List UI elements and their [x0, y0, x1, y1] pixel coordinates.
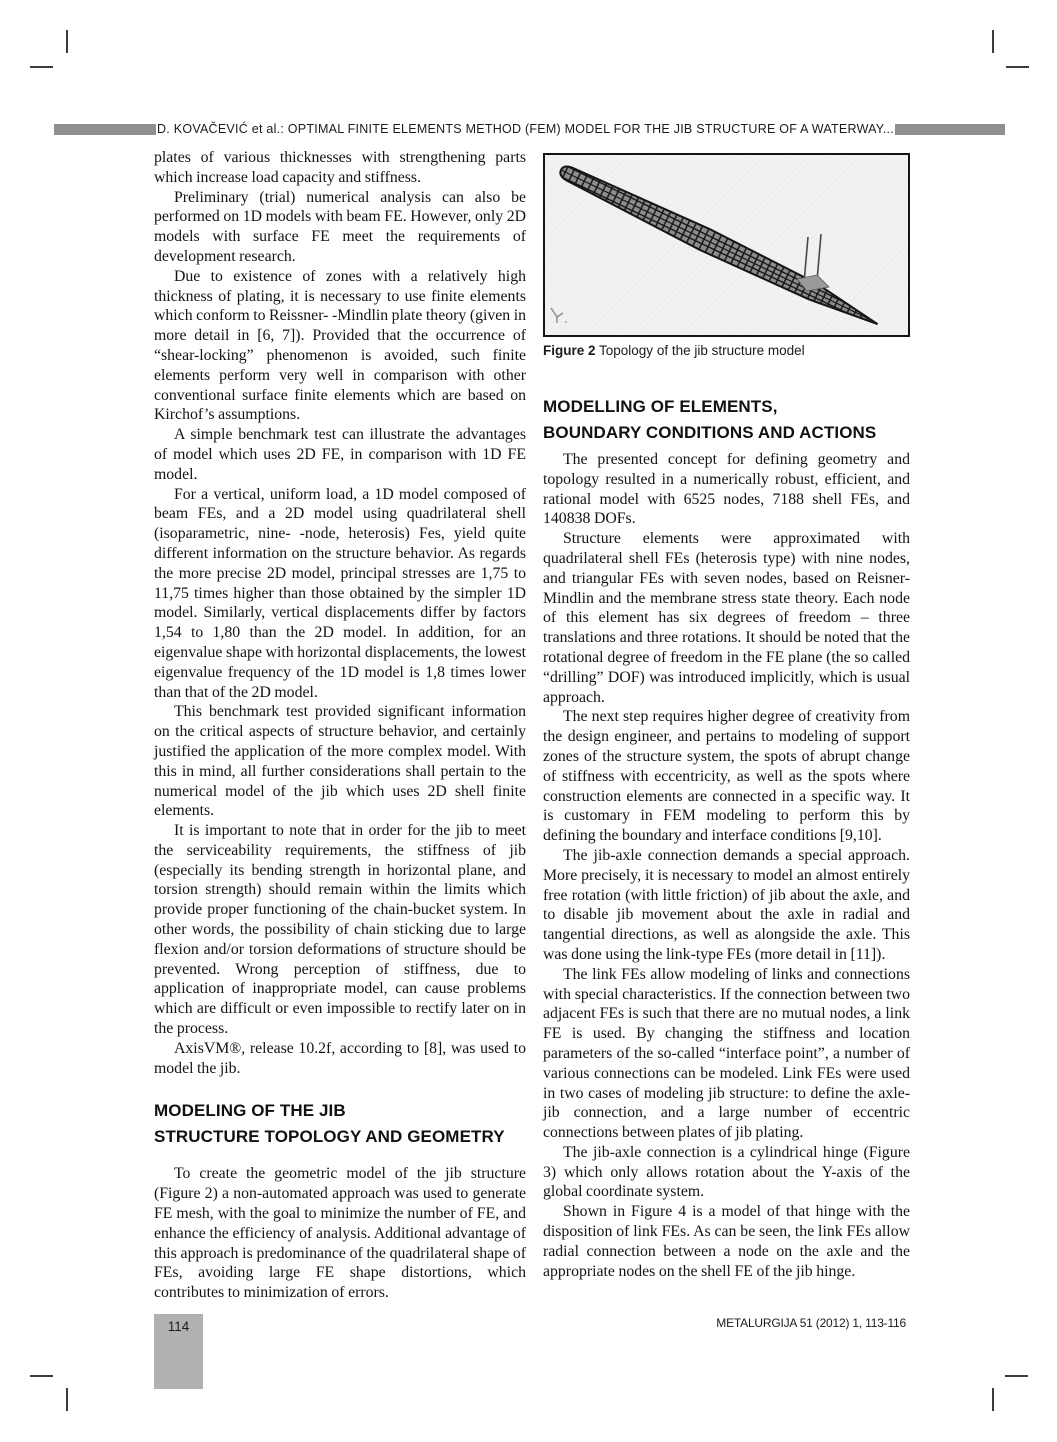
crop-mark-bottom-right-vertical [992, 1388, 994, 1411]
right-column [543, 153, 910, 1281]
paragraph: The presented concept for defining geometry and topology resulted in a numerically robust, efficient, and rational model with 6525 nodes, 7188 shell FEs, and 140838 DOFs. [543, 451, 910, 528]
crop-mark-bottom-left-vertical [66, 1388, 68, 1411]
paragraph: AxisVM®, release 10.2f, according to [8], was used to model the jib. [154, 1039, 526, 1077]
jib-posts [797, 234, 829, 291]
paragraph: For a vertical, uniform load, a 1D model composed of beam FEs, and a 2D model using quadrilateral shell (isoparametric, nine- -node, heterosis) Fes, yield quite different information on the structure behavior. As regards the more precise 2D model, principal stresses are 1,75 to 11,75 times higher than those obtained by the simpler 1D model. Similarly, vertical displacements differ by factors 1,54 to 1,80 than the 2D model. In addition, for an eigenvalue shape with horizontal displacements, the lowest eigenvalue frequency of the 1D model is 1,8 times lower than that of the 2D model. [154, 485, 526, 701]
heading-line: STRUCTURE TOPOLOGY AND GEOMETRY [154, 1127, 505, 1147]
page-number: 114 [167, 1319, 190, 1334]
section-heading-modeling-of-the-jib [154, 1098, 526, 1150]
crop-mark-bottom-right-horizontal [1005, 1375, 1028, 1377]
crop-mark-top-left-horizontal [30, 66, 53, 68]
paragraph: plates of various thicknesses with strengthening parts which increase load capacity and stiffness. [154, 149, 526, 186]
paragraph: It is important to note that in order for the jib to meet the serviceability requirements, the stiffness of jib (especially its bending strength in horizontal plane, and torsion strength) should remain within the limits which provide proper functioning of the chain-bucket system. In other words, the possibility of chain sticking due to large flexion and/or torsion deformations of structure should be prevented. Wrong perception of stiffness, due to application of inappropriate model, can cause problems which are difficult or even impossible to rectify later on in the process. [154, 822, 526, 1038]
jib-structure-model-drawing [545, 155, 908, 335]
paragraph: The next step requires higher degree of creativity from the design engineer, and pertains to modeling of support zones of the structure system, the spots of abrupt change of stiffness with eccentricity, as well as the spots where construction elements are connected in a specific way. It is customary in FEM modeling to perform this by defining the boundary and interface conditions [9,10]. [543, 708, 910, 845]
paragraph: Preliminary (trial) numerical analysis can also be performed on 1D models with beam FE. However, only 2D models with surface FE meet the requirements of development research. [154, 188, 526, 265]
paragraph: To create the geometric model of the jib structure (Figure 2) a non-automated approach was used to generate FE mesh, with the goal to minimize the number of FE, and enhance the efficiency of analysis. Additional advantage of this approach is predominance of the quadrilateral shape of FEs, avoiding large FE shape distortions, which contributes to minimization of errors. [154, 1165, 526, 1302]
figure-2-image [543, 153, 910, 337]
running-header [54, 120, 1005, 138]
crop-mark-top-right-vertical [992, 30, 994, 53]
journal-reference: METALURGIJA 51 (2012) 1, 113-116 [716, 1316, 906, 1330]
paragraph: The link FEs allow modeling of links and connections with special characteristics. If the connection between two adjacent FEs is such that there are no mutual nodes, a link FE is used. By changing the stiffness and location parameters of the so-called “interface point”, a number of various connections can be modeled. Link FEs were used in two cases of modeling jib structure: to define the axle-jib connection, and a large number of eccentric connections between plates of jib plating. [543, 965, 910, 1142]
axes-icon [551, 308, 567, 323]
paragraph: Shown in Figure 4 is a model of that hinge with the disposition of link FEs. As can be seen, the link FEs allow radial connection between a node on the axle and the appropriate nodes on the shell FE of the jib hinge. [543, 1203, 910, 1280]
left-column [154, 148, 526, 1303]
heading-line: MODELING OF THE JIB [154, 1101, 346, 1121]
paragraph: This benchmark test provided significant information on the critical aspects of structure behavior, and certainly justified the application of the more complex model. With this in mind, all further considerations shall pertain to the numerical model of the jib which uses 2D shell finite elements. [154, 703, 526, 820]
crop-mark-bottom-left-horizontal [30, 1375, 53, 1377]
crop-mark-top-left-vertical [66, 30, 68, 53]
paragraph: Structure elements were approximated with quadrilateral shell FEs (heterosis type) with nine nodes, and triangular FEs with seven nodes, based on Reisner-Mindlin and the membrane stress state theory. Each node of this element has six degrees of freedom – three translations and three rotations. It should be noted that the rotational degree of freedom in the FE plane (the so called “drilling” DOF) was introduced implicitly, which is usual approach. [543, 530, 910, 706]
page-number-box [154, 1314, 203, 1389]
paragraph: The jib-axle connection demands a special approach. More precisely, it is necessary to model an almost entirely free rotation (with little friction) of jib about the axle, and to disable jib movement about the axle in radial and tangential directions, as well as alongside the axle. This was done using the link-type FEs (more detail in [11]). [543, 846, 910, 963]
running-title: D. KOVAČEVIĆ et al.: OPTIMAL FINITE ELEMENTS METHOD (FEM) MODEL FOR THE JIB STRUCTURE OF A WATERWAY... [157, 122, 894, 136]
figure-caption-text: Topology of the jib structure model [595, 343, 805, 358]
heading-line: MODELLING OF ELEMENTS, [543, 397, 778, 416]
figure-2-caption [543, 342, 910, 359]
header-bar-right [895, 124, 1005, 135]
heading-line: BOUNDARY CONDITIONS AND ACTIONS [543, 423, 877, 442]
paragraph: Due to existence of zones with a relatively high thickness of plating, it is necessary to use finite elements which conform to Reissner- -Mindlin plate theory (given in more detail in [6, 7]). Provided that the occurrence of “shear-locking” phenomenon is avoided, such finite elements perform very well in comparison with other conventional surface finite elements which are based on Kirchof’s assumptions. [154, 267, 527, 424]
section-heading-modelling-of-elements [543, 394, 910, 446]
crop-mark-top-right-horizontal [1006, 66, 1029, 68]
figure-caption-label: Figure 2 [543, 343, 596, 358]
paragraph: The jib-axle connection is a cylindrical hinge (Figure 3) which only allows rotation about the Y-axis of the global coordinate system. [543, 1143, 910, 1201]
header-bar-left [54, 124, 156, 135]
paragraph: A simple benchmark test can illustrate the advantages of model which uses 2D FE, in comparison with 1D FE model. [154, 426, 526, 483]
